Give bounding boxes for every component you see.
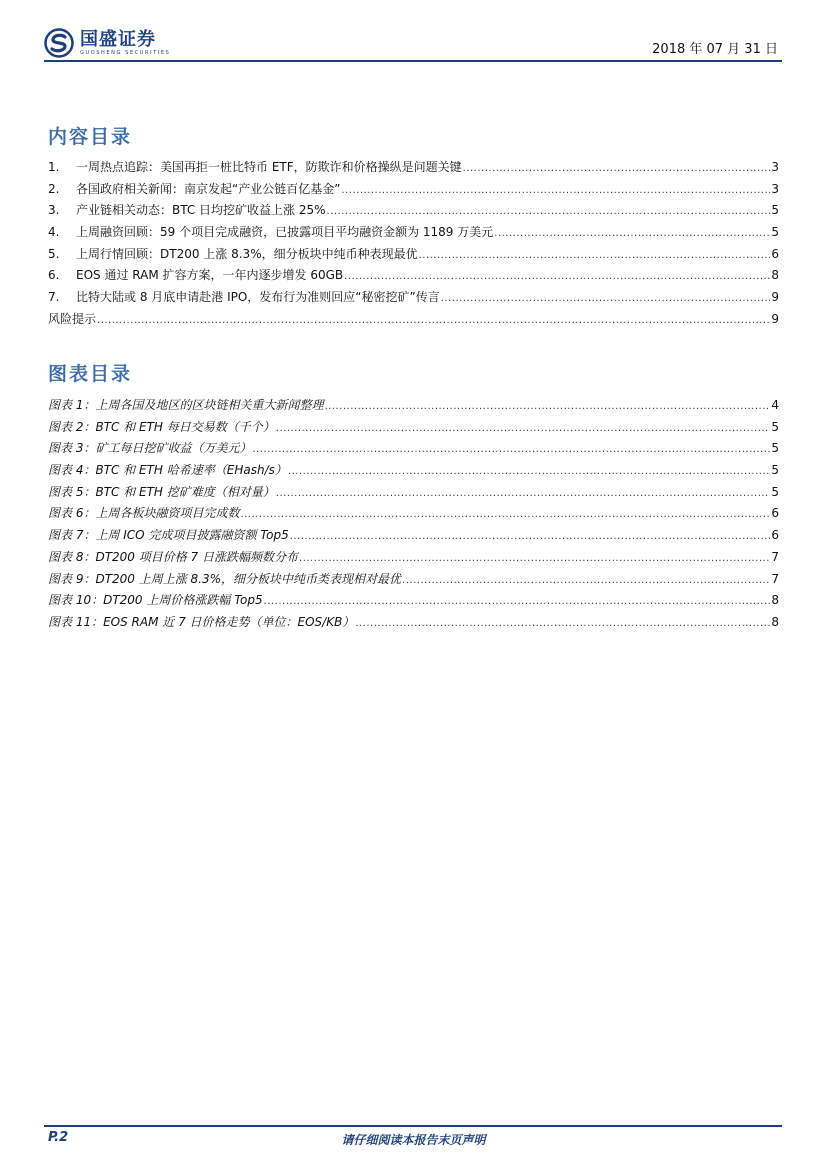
contents-title: 内容目录 <box>48 126 133 148</box>
dot-leader <box>402 575 770 586</box>
toc-entry-title: 比特大陆或 8 月底申请赴港 IPO，发布行为准则回应“秘密挖矿”传言 <box>76 290 440 305</box>
dot-leader <box>327 206 771 217</box>
dot-leader <box>344 271 770 282</box>
toc-entry-title: 上周融资回顾：59 个项目完成融资，已披露项目平均融资金额为 1189 万美元 <box>76 225 494 240</box>
figure-entry[interactable] <box>48 526 779 548</box>
toc-entry-title: 产业链相关动态：BTC 日均挖矿收益上涨 25% <box>76 203 326 218</box>
dot-leader <box>441 293 771 304</box>
figure-entry-title: 图表 7：上周 ICO 完成项目披露融资额 Top5 <box>48 528 289 543</box>
logo-english-name: GUOSHENG SECURITIES <box>80 49 171 56</box>
toc-entry-page: 3 <box>771 160 779 174</box>
figure-entry-page: 7 <box>771 571 779 586</box>
dot-leader <box>97 315 770 326</box>
dot-leader <box>355 618 770 629</box>
dot-leader <box>264 596 771 607</box>
figure-entry-page: 8 <box>771 593 779 608</box>
toc-entry-page: 3 <box>771 181 779 196</box>
toc-entry[interactable] <box>48 180 779 202</box>
figure-entry-title: 图表 8：DT200 项目价格 7 日涨跌幅频数分布 <box>48 549 299 564</box>
toc-entry-number: 3. <box>48 203 60 218</box>
report-date: 2018 年 07 月 31 日 <box>652 42 778 57</box>
toc-entry-number: 7. <box>48 290 60 305</box>
figure-entry[interactable] <box>48 613 779 635</box>
toc-entry-number: 6. <box>48 268 60 283</box>
dot-leader <box>419 250 771 261</box>
toc-entry-number: 2. <box>48 181 60 196</box>
toc-entry-number: 1. <box>48 160 60 174</box>
contents-list <box>48 158 779 332</box>
dot-leader <box>276 488 771 499</box>
figure-entry[interactable] <box>48 504 779 526</box>
dot-leader <box>324 401 770 412</box>
figure-entry-page: 5 <box>771 463 779 478</box>
figure-entry[interactable] <box>48 591 779 613</box>
figure-entry-page: 5 <box>771 441 779 456</box>
figure-entry-title: 图表 1：上周各国及地区的区块链相关重大新闻整理 <box>48 398 324 412</box>
dot-leader <box>299 553 770 564</box>
toc-entry[interactable] <box>48 223 779 245</box>
figure-entry[interactable] <box>48 396 779 418</box>
figure-entry[interactable] <box>48 570 779 592</box>
toc-entry-title: 风险提示 <box>48 311 97 326</box>
company-logo <box>44 26 170 60</box>
toc-entry-title: 各国政府相关新闻：南京发起“产业公链百亿基金” <box>76 181 341 196</box>
dot-leader <box>494 228 770 239</box>
figure-entry[interactable] <box>48 439 779 461</box>
dot-leader <box>341 185 770 196</box>
dot-leader <box>252 444 770 455</box>
page-number: P.2 <box>48 1130 69 1145</box>
toc-entry-page: 5 <box>771 225 779 240</box>
toc-entry[interactable] <box>48 245 779 267</box>
footer-divider <box>44 1125 782 1127</box>
figure-entry[interactable] <box>48 483 779 505</box>
figure-entry-page: 7 <box>771 549 779 564</box>
dot-leader <box>276 423 771 434</box>
toc-entry-title: 一周热点追踪：美国再拒一桩比特币 ETF，防欺诈和价格操纵是问题关键 <box>76 160 462 174</box>
header-divider <box>44 60 782 62</box>
figure-entry-title: 图表 6：上周各板块融资项目完成数 <box>48 506 240 521</box>
figure-entry-page: 8 <box>771 614 779 629</box>
figure-entry-page: 5 <box>771 484 779 499</box>
figure-entry-page: 5 <box>771 419 779 434</box>
toc-entry-number: 5. <box>48 246 60 261</box>
toc-entry-page: 9 <box>771 311 779 326</box>
toc-entry-page: 5 <box>771 203 779 218</box>
figure-entry-title: 图表 11：EOS RAM 近 7 日价格走势（单位：EOS/KB） <box>48 614 355 629</box>
toc-entry-page: 8 <box>771 268 779 283</box>
dot-leader <box>290 531 771 542</box>
figure-entry-title: 图表 5：BTC 和 ETH 挖矿难度（相对量） <box>48 484 275 499</box>
figure-entry[interactable] <box>48 548 779 570</box>
logo-chinese-name: 国盛证券 <box>80 28 156 50</box>
figure-entry-page: 6 <box>771 528 779 543</box>
figure-entry-title: 图表 3：矿工每日挖矿收益（万美元） <box>48 441 252 456</box>
dot-leader <box>288 466 770 477</box>
figures-list <box>48 396 779 635</box>
figure-entry-title: 图表 2：BTC 和 ETH 每日交易数（千个） <box>48 419 275 434</box>
toc-entry-page: 9 <box>771 290 779 305</box>
figure-entry-title: 图表 9：DT200 上周上涨 8.3%，细分板块中纯币类表现相对最优 <box>48 571 402 586</box>
toc-entry-page: 6 <box>771 246 779 261</box>
page-header <box>44 22 782 64</box>
toc-entry[interactable] <box>48 158 779 180</box>
guosheng-logo-icon <box>44 28 74 58</box>
figure-entry-page: 6 <box>771 506 779 521</box>
figures-title: 图表目录 <box>48 363 133 385</box>
dot-leader <box>240 509 770 520</box>
figure-entry[interactable] <box>48 461 779 483</box>
toc-entry-title: 上周行情回顾：DT200 上涨 8.3%，细分板块中纯币种表现最优 <box>76 246 418 261</box>
toc-entry-risk[interactable] <box>48 310 779 332</box>
toc-entry[interactable] <box>48 288 779 310</box>
disclaimer-note: 请仔细阅读本报告末页声明 <box>341 1133 486 1147</box>
toc-entry-title: EOS 通过 RAM 扩容方案，一年内逐步增发 60GB <box>76 268 344 283</box>
figure-entry-title: 图表 10：DT200 上周价格涨跌幅 Top5 <box>48 593 263 608</box>
figure-entry-title: 图表 4：BTC 和 ETH 哈希速率（EHash/s） <box>48 463 287 478</box>
figure-entry-page: 4 <box>771 398 779 412</box>
toc-entry[interactable] <box>48 266 779 288</box>
toc-entry[interactable] <box>48 201 779 223</box>
figure-entry[interactable] <box>48 418 779 440</box>
toc-entry-number: 4. <box>48 225 60 240</box>
dot-leader <box>463 163 771 174</box>
